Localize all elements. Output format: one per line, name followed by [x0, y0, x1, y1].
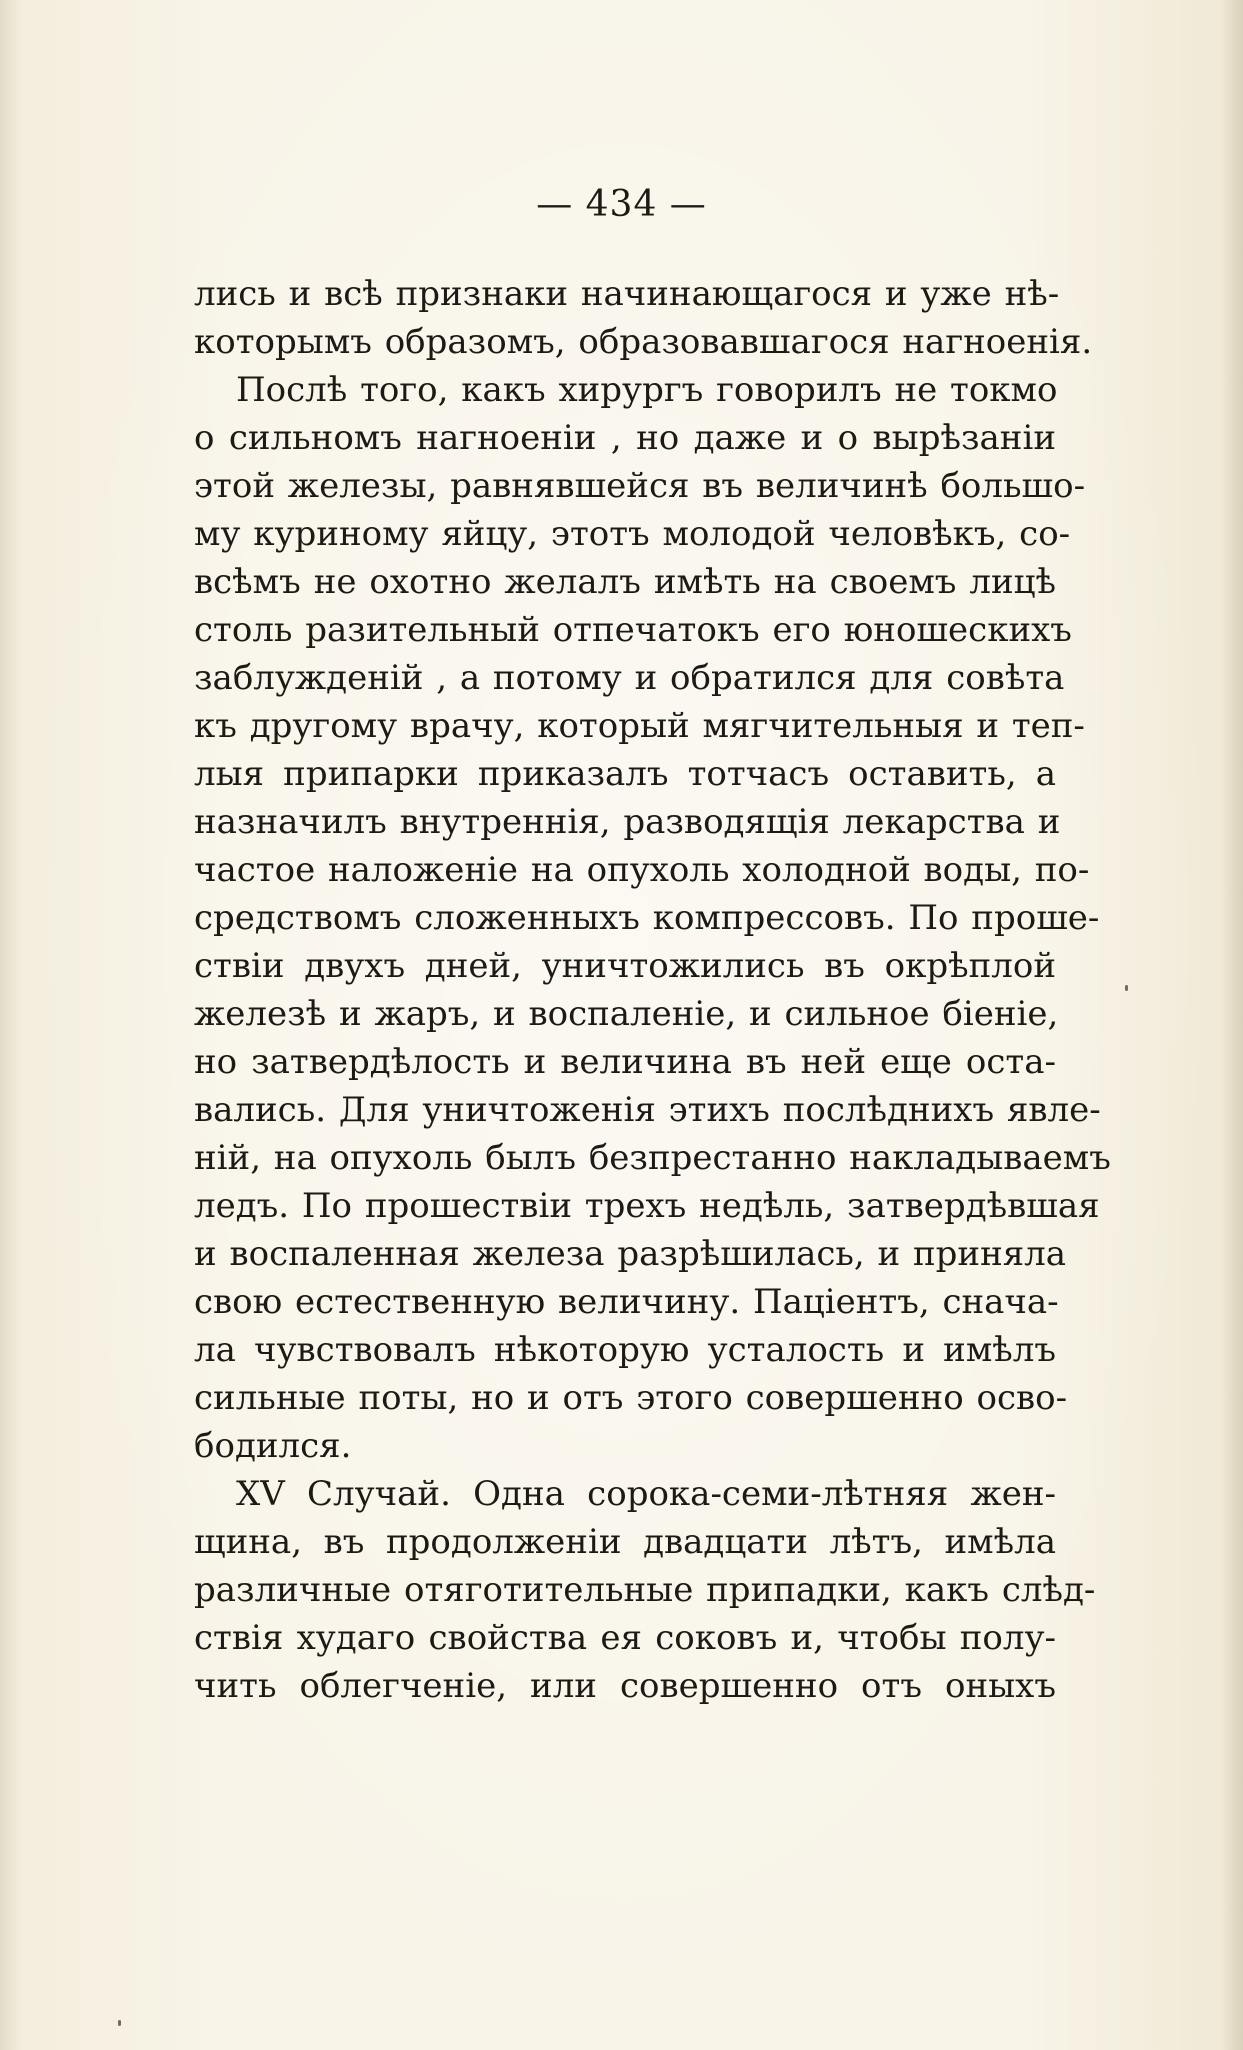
- text-line: назначилъ внутреннія, разводящія лекарства и: [194, 802, 1061, 842]
- text-line: частое наложеніе на опухоль холодной воды, по-: [194, 850, 1090, 890]
- text-line: ла чувствовалъ нѣкоторую усталость и имѣлъ: [194, 1330, 1056, 1370]
- text-line: которымъ образомъ, образовавшагося нагноенія.: [194, 322, 1093, 362]
- text-line: этой железы, равнявшейся въ величинѣ большо-: [194, 466, 1086, 506]
- text-line: различные отяготительные припадки, какъ слѣд-: [194, 1570, 1096, 1610]
- text-line: щина, въ продолженіи двадцати лѣтъ, имѣла: [194, 1522, 1056, 1562]
- text-line: железѣ и жаръ, и воспаленіе, и сильное біеніе,: [194, 994, 1059, 1034]
- text-line: ледъ. По прошествіи трехъ недѣль, затвердѣвшая: [194, 1186, 1100, 1226]
- text-line: о сильномъ нагноеніи , но даже и о вырѣзаніи: [194, 418, 1056, 458]
- text-line: сильные поты, но и отъ этого совершенно осво-: [194, 1378, 1068, 1418]
- left-edge-shadow: [0, 0, 22, 2050]
- text-line: ній, на опухоль былъ безпрестанно накладываемъ: [194, 1138, 1111, 1178]
- text-line: къ другому врачу, который мягчительныя и теп-: [194, 706, 1085, 746]
- text-line: лыя припарки приказалъ тотчасъ оставить, а: [194, 754, 1056, 794]
- text-line: Послѣ того, какъ хирургъ говорилъ не токмо: [236, 370, 1058, 410]
- text-line: ствія худаго свойства ея соковъ и, чтобы полу-: [194, 1618, 1056, 1658]
- page-number: — 434 —: [536, 184, 707, 225]
- text-line: заблужденій , а потому и обратился для совѣта: [194, 658, 1065, 698]
- text-line: столь разительный отпечатокъ его юношескихъ: [194, 610, 1072, 650]
- paper-speck: [118, 2020, 121, 2026]
- text-line: вались. Для уничтоженія этихъ послѣднихъ явле-: [194, 1090, 1101, 1130]
- text-line: чить облегченіе, или совершенно отъ оныхъ: [194, 1666, 1056, 1706]
- text-line: ствіи двухъ дней, уничтожились въ окрѣплой: [194, 946, 1056, 986]
- right-edge-shadow: [1221, 0, 1243, 2050]
- text-line: средствомъ сложенныхъ компрессовъ. По проше-: [194, 898, 1100, 938]
- text-line: му куриному яйцу, этотъ молодой человѣкъ, со-: [194, 514, 1071, 554]
- paper-speck: [1125, 985, 1128, 991]
- text-line: бодился.: [194, 1426, 352, 1466]
- text-line: свою естественную величину. Паціентъ, снача-: [194, 1282, 1059, 1322]
- section-heading-line: XV Случай. Одна сорока-семи-лѣтняя жен-: [236, 1474, 1056, 1514]
- text-line: всѣмъ не охотно желалъ имѣть на своемъ лицѣ: [194, 562, 1056, 602]
- text-line: и воспаленная железа разрѣшилась, и приняла: [194, 1234, 1067, 1274]
- text-line: но затвердѣлость и величина въ ней еще оста-: [194, 1042, 1056, 1082]
- body-text: [194, 270, 1111, 1710]
- text-line: лись и всѣ признаки начинающагося и уже нѣ-: [194, 274, 1060, 314]
